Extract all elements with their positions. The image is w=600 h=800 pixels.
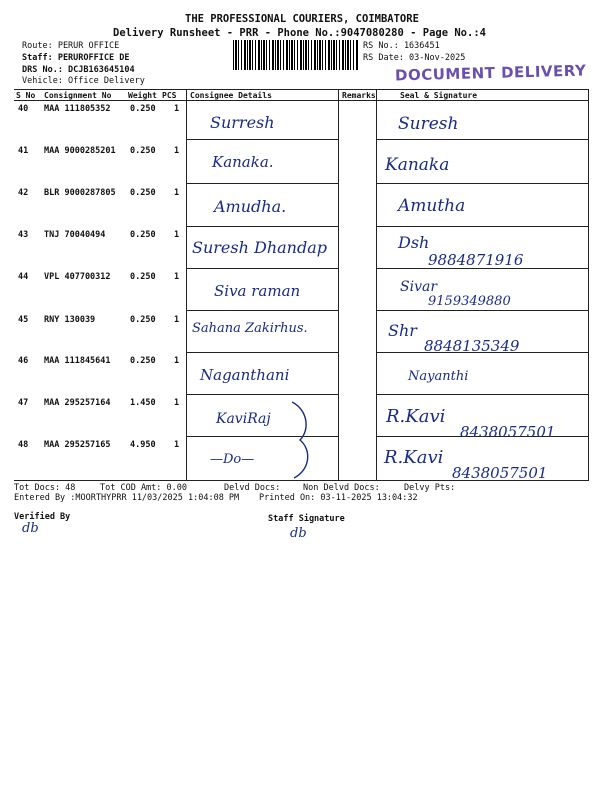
row-41-sno: 41 [18,146,29,156]
row-45-consignee: Sahana Zakirhus. [192,321,308,336]
col-sno: S No [16,91,36,100]
row-43-signature: Dsh [398,233,430,252]
row-44-weight: 0.250 [130,272,156,282]
entered-by: Entered By :MOORTHYPRR 11/03/2025 1:04:08 PM [14,493,240,503]
delvy-pts: Delvy Pts: [404,483,456,493]
row-41-consignee: Kanaka. [212,153,274,171]
rs-no-text: RS No.: 1636451 [363,41,440,51]
row-48-pcs: 1 [174,440,180,450]
tot-cod-amt: Tot COD Amt: 0.00 [100,483,187,493]
row-46-consignment: MAA 111845641 [44,356,111,366]
row-44-sno: 44 [18,272,29,282]
barcode [233,40,358,70]
runsheet-title: Delivery Runsheet - PRR - Phone No.:9047080280 - Page No.:4 [113,27,486,39]
row-40-weight: 0.250 [130,104,156,114]
consignee-col-rule [186,89,187,480]
route-text: Route: PERUR OFFICE [22,41,120,51]
row-43-consignment: TNJ 70040494 [44,230,106,240]
row-41-signature: Kanaka [385,155,450,175]
row-42-pcs: 1 [174,188,180,198]
row-48-signature: R.Kavi [384,447,444,468]
row-42-weight: 0.250 [130,188,156,198]
row-46-sno: 46 [18,356,29,366]
row-47-phone: 8438057501 [460,423,556,441]
row-42-signature: Amutha [398,196,466,216]
row-43-pcs: 1 [174,230,180,240]
row-48-weight: 4.950 [130,440,156,450]
row-40-signature: Suresh [398,114,459,134]
staff-text: Staff: PERUROFFICE DE [22,53,130,63]
col-weight: Weight [128,91,157,100]
row-40-consignee: Surresh [210,113,275,132]
row-44-signature: Sivar [400,279,438,295]
table-header-rule [14,100,589,101]
row-44-pcs: 1 [174,272,180,282]
col-consignment: Consignment No [44,91,112,100]
row-45-signature: Shr [388,321,417,340]
row-47-consignee: KaviRaj [216,411,271,427]
row-42-consignment: BLR 9000287805 [44,188,116,198]
verified-by-signature: db [22,521,39,536]
row-46-signature: Nayanthi [408,369,469,384]
verified-by-label: Verified By [14,512,71,522]
row-46-pcs: 1 [174,356,180,366]
right-col-rule [588,89,589,480]
row-40-consignment: MAA 111805352 [44,104,111,114]
vehicle-text: Vehicle: Office Delivery [22,76,145,86]
document-delivery-stamp: DOCUMENT DELIVERY [394,61,587,85]
col-seal-signature: Seal & Signature [400,91,478,100]
row-47-weight: 1.450 [130,398,156,408]
row-42-consignee: Amudha. [214,197,287,216]
printed-on: Printed On: 03-11-2025 13:04:32 [259,493,418,503]
staff-signature-label: Staff Signature [268,514,345,524]
company-title: THE PROFESSIONAL COURIERS, COIMBATORE [185,13,419,25]
row-45-weight: 0.250 [130,315,156,325]
row-44-consignment: VPL 407700312 [44,272,111,282]
row-46-weight: 0.250 [130,356,156,366]
row-47-consignment: MAA 295257164 [44,398,111,408]
delvd-docs: Delvd Docs: [224,483,281,493]
row-43-phone: 9884871916 [428,251,524,269]
row-43-weight: 0.250 [130,230,156,240]
row-48-consignee: —Do— [210,452,255,467]
row-45-sno: 45 [18,315,29,325]
row-43-consignee: Suresh Dhandap [192,238,327,257]
row-40-sno: 40 [18,104,29,114]
col-consignee: Consignee Details [190,91,272,100]
table-top-rule [14,89,589,90]
remarks-col-rule [338,89,339,480]
row-48-phone: 8438057501 [452,464,548,482]
row-48-consignment: MAA 295257165 [44,440,111,450]
row-44-phone: 9159349880 [428,294,511,309]
row-48-sno: 48 [18,440,29,450]
row-47-pcs: 1 [174,398,180,408]
row-45-pcs: 1 [174,315,180,325]
row-45-consignment: RNY 130039 [44,315,96,325]
row-44-consignee: Siva raman [214,282,301,300]
col-remarks: Remarks [342,91,376,100]
non-delvd-docs: Non Delvd Docs: [303,483,380,493]
row-41-pcs: 1 [174,146,180,156]
row-47-signature: R.Kavi [386,406,446,427]
row-46-consignee: Naganthani [200,366,290,384]
signature-col-rule [376,89,377,480]
brace-mark [288,400,318,480]
row-41-weight: 0.250 [130,146,156,156]
staff-signature-mark: db [290,526,307,541]
row-42-sno: 42 [18,188,29,198]
rs-date-text: RS Date: 03-Nov-2025 [363,53,466,63]
row-40-pcs: 1 [174,104,180,114]
row-41-consignment: MAA 9000285201 [44,146,116,156]
tot-docs: Tot Docs: 48 [14,483,76,493]
row-43-sno: 43 [18,230,29,240]
row-47-sno: 47 [18,398,29,408]
row-45-phone: 8848135349 [424,337,520,355]
col-pcs: PCS [162,91,177,100]
drs-no-text: DRS No.: DCJB163645104 [22,65,135,75]
